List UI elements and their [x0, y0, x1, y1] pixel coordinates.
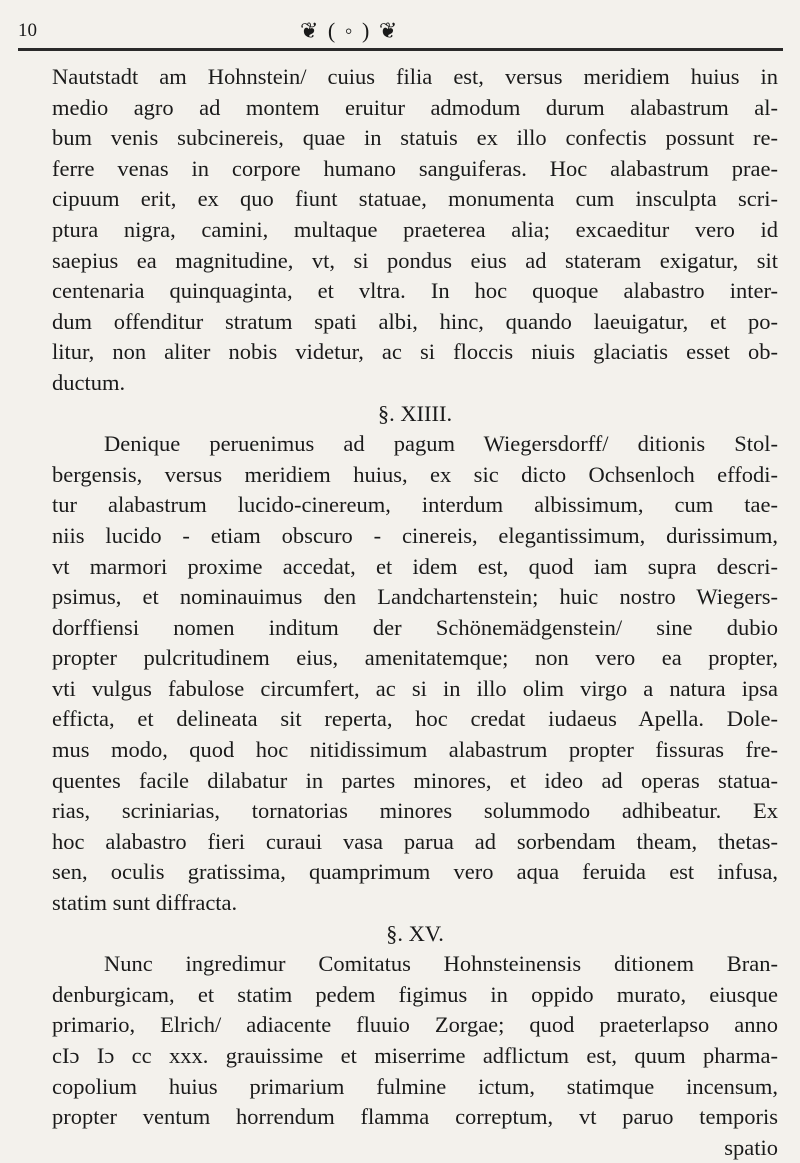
page-body	[52, 62, 778, 1163]
text-line: hoc alabastro fieri curaui vasa parua ad sorbendam theam, thetas-	[52, 828, 778, 854]
text-line: vti vulgus fabulose circumfert, ac si in illo olim virgo a natura ipsa	[52, 675, 778, 701]
section-heading: §. XIIII.	[377, 400, 453, 426]
text-line: cIɔ Iɔ cc xxx. grauissime et miserrime adflictum est, quum pharma-	[52, 1043, 778, 1068]
text-line: copolium huius primarium fulmine ictum, statimque incensum,	[52, 1073, 778, 1099]
text-line: propter pulcritudinem eius, amenitatemque; non vero ea propter,	[52, 645, 778, 671]
text-line: bergensis, versus meridiem huius, ex sic dicto Ochsenloch effodi-	[52, 461, 778, 487]
text-line: bum venis subcinereis, quae in statuis ex illo confectis possunt re-	[52, 125, 778, 151]
text-line: vt marmori proxime accedat, et idem est, quod iam supra descri-	[52, 553, 778, 579]
text-line: centenaria quinquaginta, et vltra. In hoc quoque alabastro inter-	[52, 278, 778, 304]
text-line: saepius ea magnitudine, vt, si pondus eius ad stateram exigatur, sit	[52, 247, 778, 273]
header-ornament: ❦ ( ◦ ) ❦	[300, 18, 400, 43]
text-line: sen, oculis gratissima, quamprimum vero aqua feruida est infusa,	[52, 859, 778, 885]
text-line: medio agro ad montem eruitur admodum durum alabastrum al-	[52, 94, 778, 120]
text-line: dum offenditur stratum spati albi, hinc, quando laeuigatur, et po-	[52, 308, 778, 334]
text-line: propter ventum horrendum flamma correptum, vt paruo temporis	[52, 1104, 778, 1130]
page-header	[18, 12, 788, 52]
text-line: niis lucido - etiam obscuro - cinereis, elegantissimum, durissimum,	[52, 522, 778, 548]
text-line: quentes facile dilabatur in partes minores, et ideo ad operas statua-	[52, 767, 778, 793]
text-line: ductum.	[52, 369, 126, 395]
text-line: dorffiensi nomen inditum der Schönemädgenstein/ sine dubio	[52, 614, 778, 640]
text-line: statim sunt diffracta.	[52, 890, 238, 916]
text-line: ptura nigra, camini, multaque praeterea alia; excaeditur vero id	[52, 216, 778, 242]
text-line: tur alabastrum lucido-cinereum, interdum albissimum, cum tae-	[52, 492, 778, 518]
text-line: rias, scriniarias, tornatorias minores solummodo adhibeatur. Ex	[52, 798, 778, 824]
text-line: Nunc ingredimur Comitatus Hohnsteinensis ditionem Bran-	[104, 951, 778, 977]
text-line: Nautstadt am Hohnstein/ cuius filia est, versus meridiem huius in	[52, 64, 778, 89]
text-line: cipuum erit, ex quo fiunt statuae, monumenta cum insculpta scri-	[52, 186, 778, 212]
text-line: spatio	[724, 1134, 778, 1160]
text-line: psimus, et nominauimus den Landchartenstein; huic nostro Wiegers-	[52, 584, 778, 610]
header-rule	[18, 48, 783, 51]
text-line: Denique peruenimus ad pagum Wiegersdorff/ ditionis Stol-	[104, 431, 778, 457]
page-number: 10	[18, 20, 37, 41]
text-line: efficta, et delineata sit reperta, hoc credat iudaeus Apella. Dole-	[52, 706, 778, 732]
text-line: primario, Elrich/ adiacente fluuio Zorgae; quod praeterlapso anno	[52, 1012, 778, 1038]
text-line: mus modo, quod hoc nitidissimum alabastrum propter fissuras fre-	[52, 737, 778, 763]
text-line: denburgicam, et statim pedem figimus in oppido murato, eiusque	[52, 981, 778, 1007]
section-heading: §. XV.	[386, 920, 444, 946]
text-line: ferre venas in corpore humano sanguiferas. Hoc alabastrum prae-	[52, 155, 778, 181]
text-line: litur, non aliter nobis videtur, ac si floccis niuis glaciatis esset ob-	[52, 339, 778, 365]
